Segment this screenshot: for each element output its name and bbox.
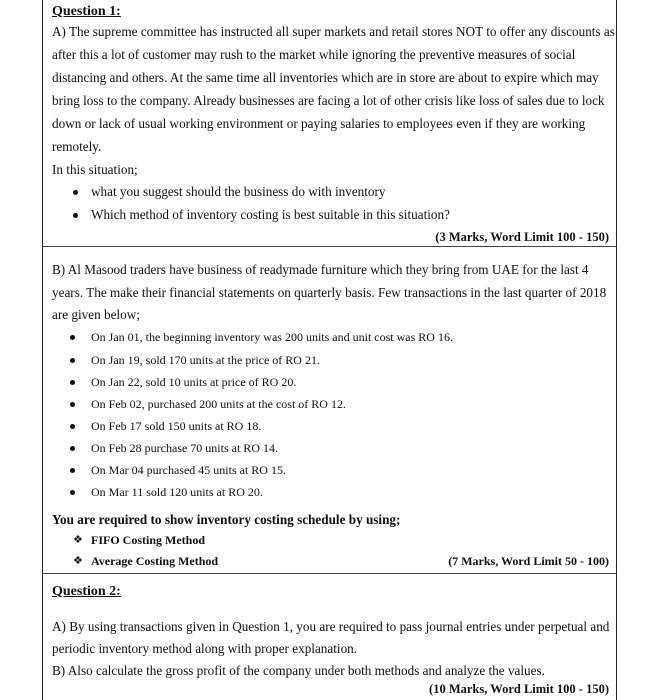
q1-a-line: distancing and others. At the same time all inventories which are in store are about to expire which may [52,70,599,85]
q2-marks: (10 Marks, Word Limit 100 - 150) [429,682,609,696]
bullet-icon [70,380,75,385]
bullet-icon [70,490,75,495]
q1-b-marks: (7 Marks, Word Limit 50 - 100) [448,554,609,568]
q1-b-line: years. The make their financial statements on quarterly basis. Few transactions in the last quarter of 2018 [52,285,607,300]
q1-a-bullet: Which method of inventory costing is best suitable in this situation? [91,207,450,222]
q1-a-bullet: what you suggest should the business do with inventory [91,184,386,199]
question2-heading: Question 2: [52,584,121,599]
q2-line: periodic inventory method along with proper explanation. [52,641,358,656]
situation-text: In this situation; [52,162,138,177]
bullet-icon [73,190,78,195]
q1-a-line: A) The supreme committee has instructed all super markets and retail stores NOT to offer any discounts as [52,24,615,39]
transaction-item: On Jan 19, sold 170 units at the price of RO 21. [91,353,320,367]
q2-line: B) Also calculate the gross profit of the company under both methods and analyze the values. [52,663,545,678]
method-item: FIFO Costing Method [91,533,205,547]
q1-a-line: remotely. [52,139,102,154]
q2-line: A) By using transactions given in Question 1, you are required to pass journal entries under perpetual and [52,619,610,634]
question1-heading: Question 1: [52,4,121,19]
bullet-icon [73,213,78,218]
required-instruction: You are required to show inventory costing schedule by using; [52,512,401,527]
bullet-icon [70,358,75,363]
bullet-icon [70,468,75,473]
method-item: Average Costing Method [91,554,219,568]
transaction-item: On Jan 22, sold 10 units at price of RO 20. [91,375,297,389]
bullet-icon [70,446,75,451]
q1-b-line: B) Al Masood traders have business of readymade furniture which they bring from UAE for the last 4 [52,262,589,277]
transaction-item: On Feb 28 purchase 70 units at RO 14. [91,441,278,455]
bullet-icon [70,402,75,407]
q1-b-line: are given below; [52,307,140,322]
q1-a-marks: (3 Marks, Word Limit 100 - 150) [435,230,609,244]
diamond-bullet-icon: ❖ [73,534,83,546]
diamond-bullet-icon: ❖ [73,555,83,567]
transaction-item: On Mar 11 sold 120 units at RO 20. [91,485,263,499]
q1-a-line: down or lack of usual working environment or paying salaries to employees even if they are working [52,116,586,131]
bullet-icon [70,424,75,429]
transaction-item: On Mar 04 purchased 45 units at RO 15. [91,463,286,477]
transaction-item: On Feb 17 sold 150 units at RO 18. [91,419,262,433]
transaction-item: On Feb 02, purchased 200 units at the cost of RO 12. [91,397,346,411]
transaction-item: On Jan 01, the beginning inventory was 200 units and unit cost was RO 16. [91,330,453,344]
bullet-icon [70,335,75,340]
q1-a-line: bring loss to the company. Already businesses are facing a lot of other crisis like loss of sales due to lock [52,93,605,108]
q1-a-line: after this a lot of customer may rush to the market while ignoring the preventive measures of social [52,47,576,62]
